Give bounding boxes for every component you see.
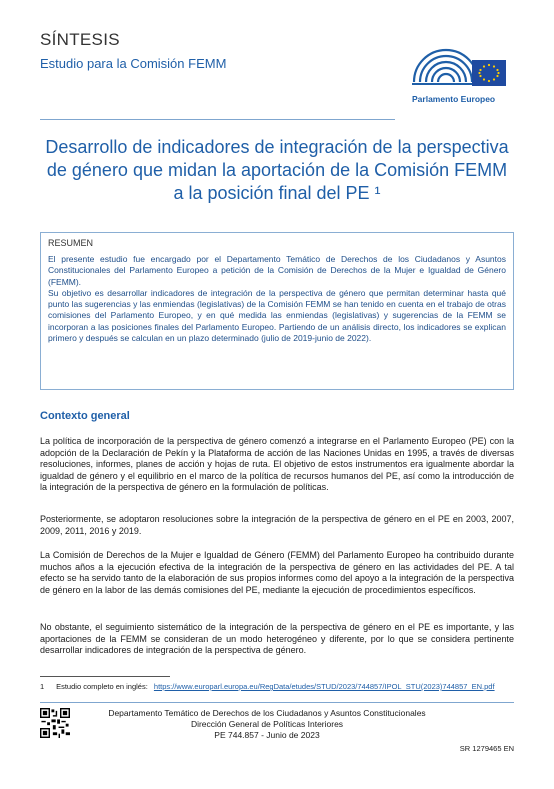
footer-line: Dirección General de Políticas Interiores bbox=[190, 719, 344, 729]
footer-divider bbox=[40, 702, 514, 703]
summary-heading: RESUMEN bbox=[48, 238, 94, 248]
document-kicker: SÍNTESIS bbox=[40, 30, 120, 49]
document-title bbox=[40, 136, 514, 205]
title-line: de género que midan la aportación de la Comisión FEMM bbox=[46, 160, 508, 180]
title-line: Desarrollo de indicadores de integración de la perspectiva bbox=[45, 137, 509, 157]
body-paragraph: No obstante, el seguimiento sistemático de la integración de la perspectiva de género en el PE es importante, y las aportaciones de la FEMM se consideran de un modo heterogéneo y diferente, por lo que se considera pertinente desarrollar indicadores de integración de la perspectiva de género. bbox=[40, 622, 514, 656]
footer-line: PE 744.857 - Junio de 2023 bbox=[214, 730, 320, 740]
title-line: a la posición final del PE ¹ bbox=[173, 183, 381, 203]
header-divider bbox=[40, 119, 395, 120]
body-paragraph: Posteriormente, se adoptaron resoluciones sobre la integración de la perspectiva de género en el PE en 2003, 2007, 2009, 2011, 2016 y 2019. bbox=[40, 514, 514, 536]
summary-paragraph: Su objetivo es desarrollar indicadores de integración de la perspectiva de género que permitan determinar hasta qué punto las sugerencias y las enmiendas (legislativas) de la Comisión FEMM se han tenido en cuenta en el trabajo de otras comisiones del Parlamento Europeo, y en qué medida las enmiendas (legislativas) y sugerencias de la FEMM se incorporan a las posiciones finales del Parlamento Europeo. Partiendo de un análisis directo, los indicadores se explican primero y después se calculan en un plazo determinado (julio de 2019-junio de 2022). bbox=[48, 287, 506, 344]
hemicycle-icon bbox=[410, 38, 510, 92]
summary-paragraph: El presente estudio fue encargado por el Departamento Temático de Derechos de los Ciudadanos y Asuntos Constitucionales del Parlamento Europeo a petición de la Comisión de Derechos de la Mujer e Igualdad de Género (FEMM). bbox=[48, 254, 506, 287]
summary-box bbox=[40, 232, 514, 390]
logo-text: Parlamento Europeo bbox=[412, 94, 496, 104]
full-study-link[interactable]: https://www.europarl.europa.eu/RegData/etudes/STUD/2023/744857/IPOL_STU(2023)744857_EN.pdf bbox=[153, 682, 495, 691]
body-paragraph: La política de incorporación de la perspectiva de género comenzó a integrarse en el Parlamento Europeo (PE) con la adopción de la Declaración de Pekín y la Plataforma de acción de las Naciones Unidas en 1995, a través de diversas resoluciones, informes, planes de acción y hojas de ruta. El objetivo de estos instrumentos era igualmente abordar la igualdad de género y el equilibrio en el marco de la política de recursos humanos del PE, así como la introducción de la integración de la perspectiva de género en la formulación de políticas. bbox=[40, 436, 514, 493]
footnote-mark: 1 bbox=[40, 682, 45, 691]
qr-code-icon[interactable] bbox=[40, 708, 70, 738]
footnote-divider bbox=[40, 676, 170, 677]
footnote-text: Estudio completo en inglés: bbox=[56, 682, 148, 691]
section-heading: Contexto general bbox=[40, 410, 130, 422]
footer-publisher bbox=[80, 708, 454, 741]
document-reference: SR 1279465 EN bbox=[459, 744, 514, 753]
body-paragraph: La Comisión de Derechos de la Mujer e Igualdad de Género (FEMM) del Parlamento Europeo ha contribuido durante muchos años a la ejecución efectiva de la integración de la perspectiva de género en las actividades del PE. A tal efecto se ha servido tanto de la elaboración de sus propios informes como del apoyo a la integración de la perspectiva de género en la labor de las demás comisiones del PE, mediante la ejecución de procedimientos específicos. bbox=[40, 550, 514, 595]
footer-line: Departamento Temático de Derechos de los Ciudadanos y Asuntos Constitucionales bbox=[108, 708, 426, 718]
footnote bbox=[40, 682, 495, 691]
european-parliament-logo bbox=[410, 38, 510, 110]
document-subtitle: Estudio para la Comisión FEMM bbox=[40, 56, 227, 71]
